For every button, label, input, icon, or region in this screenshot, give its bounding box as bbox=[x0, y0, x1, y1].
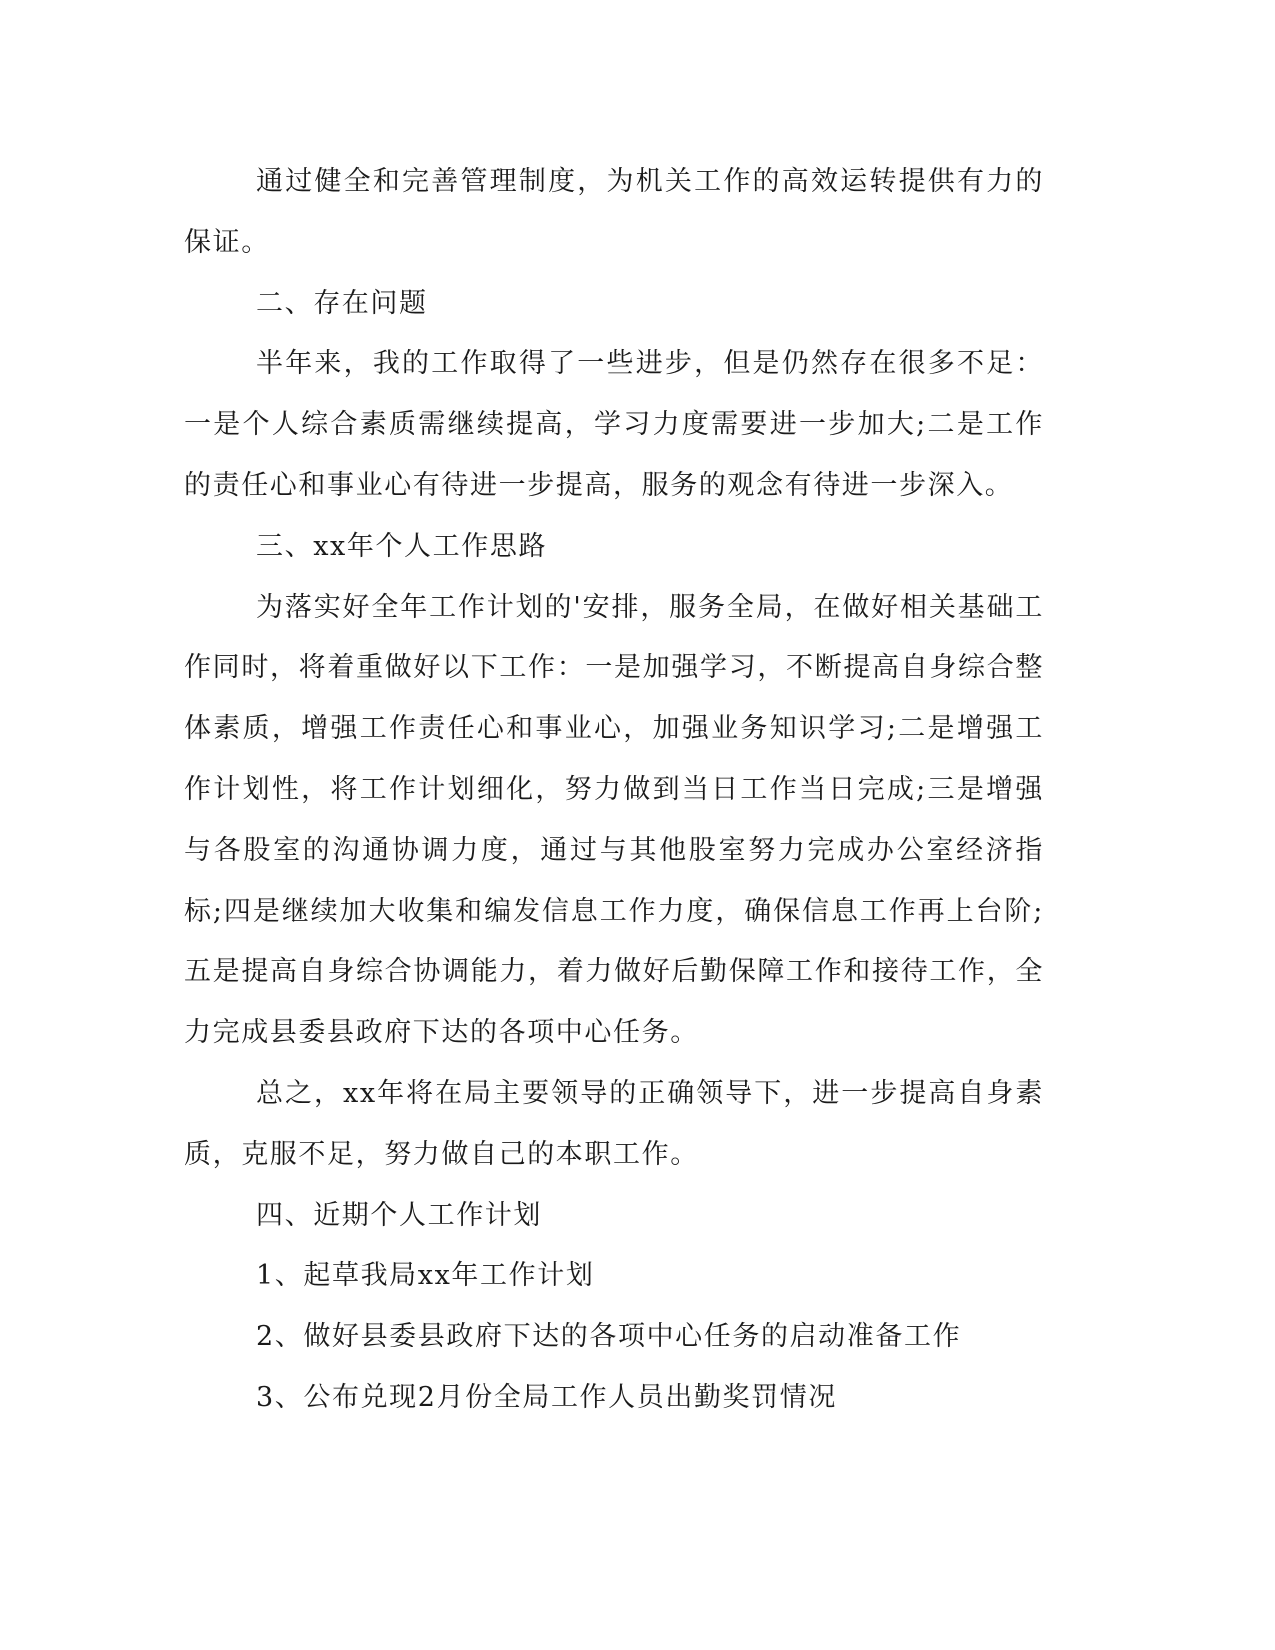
paragraph-work-ideas: 为落实好全年工作计划的'安排，服务全局，在做好相关基础工作同时，将着重做好以下工作：一是加强学习，不断提高自身综合整体素质，增强工作责任心和事业心，加强业务知识学习;二是增强工作计划性，将工作计划细化，努力做到当日工作当日完成;三是增强与各股室的沟通协调力度，通过与其他股室努力完成办公室经济指标;四是继续加大收集和编发信息工作力度，确保信息工作再上台阶;五是提高自身综合协调能力，着力做好后勤保障工作和接待工作，全力完成县委县政府下达的各项中心任务。 bbox=[184, 591, 1044, 1049]
plan-item-3: 3、公布兑现2月份全局工作人员出勤奖罚情况 bbox=[256, 1381, 837, 1413]
document-body bbox=[184, 152, 1044, 1429]
heading-existing-problems: 二、存在问题 bbox=[256, 287, 428, 319]
heading-recent-plan: 四、近期个人工作计划 bbox=[256, 1199, 542, 1231]
plan-item-2: 2、做好县委县政府下达的各项中心任务的启动准备工作 bbox=[256, 1321, 962, 1353]
paragraph-summary: 总之，xx年将在局主要领导的正确领导下，进一步提高自身素质，克服不足，努力做自己的本职工作。 bbox=[184, 1077, 1044, 1170]
plan-item-1: 1、起草我局xx年工作计划 bbox=[256, 1260, 595, 1292]
paragraph-management-system: 通过健全和完善管理制度，为机关工作的高效运转提供有力的保证。 bbox=[184, 166, 1044, 258]
paragraph-problems: 半年来，我的工作取得了一些进步，但是仍然存在很多不足：一是个人综合素质需继续提高，学习力度需要进一步加大;二是工作的责任心和事业心有待进一步提高，服务的观念有待进一步深入。 bbox=[184, 348, 1044, 501]
heading-work-ideas: 三、xx年个人工作思路 bbox=[256, 530, 548, 562]
